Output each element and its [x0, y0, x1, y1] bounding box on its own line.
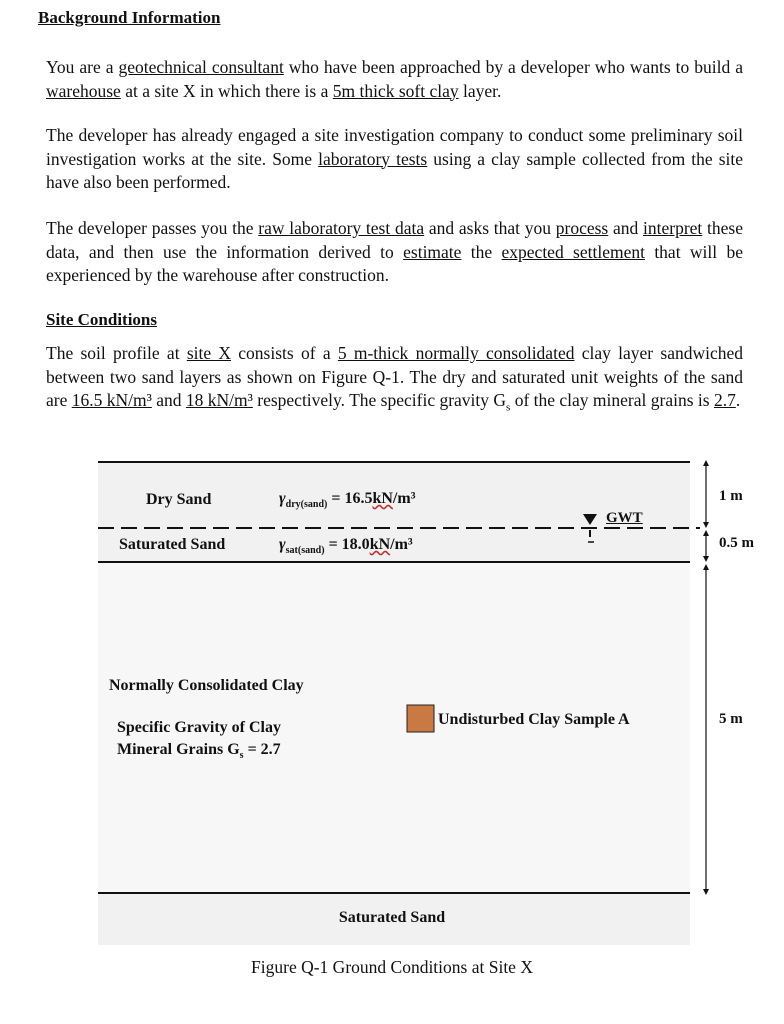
dimension-arrow-top — [703, 460, 709, 528]
paragraph-intro: You are a geotechnical consultant who have been approached by a developer who wants to build a warehouse at a site X in which there is a 5m thick soft clay layer. — [46, 57, 743, 101]
heading-background: Background Information — [38, 8, 221, 27]
label-specific-gravity-line2: Mineral Grains $G_s = 2.7$ — [117, 741, 281, 762]
label-gamma-sat: $\gamma_{sat(sand)} = 18.0kN/m^3$ — [279, 536, 413, 557]
label-saturated-sand-bottom: Saturated Sand — [338, 909, 446, 926]
dimension-label-top: 1 m — [719, 488, 743, 504]
label-clay-sample: Undisturbed Clay Sample A — [438, 711, 630, 728]
dimension-arrow-mid — [703, 530, 709, 562]
label-gwt: GWT — [606, 510, 643, 526]
label-clay-layer: Normally Consolidated Clay — [109, 677, 304, 694]
paragraph-site: The soil profile at site X consists of a 5 m-thick normally consolidated clay layer sandwiched between two sand layers as shown on Figure Q-1. The dry and saturated unit weights of the sand are 16.5 kN/m³ and 18 kN/m³ respectively. The specific gravity $G_s$ of the clay mineral grains is 2.7. — [46, 343, 743, 414]
label-dry-sand: Dry Sand — [146, 491, 212, 508]
label-specific-gravity-line1: Specific Gravity of Clay — [117, 719, 281, 736]
paragraph-task: The developer passes you the raw laboratory test data and asks that you process and interpret these data, and then use the information derived to estimate the expected settlement that will be experienced by the warehouse after construction. — [46, 218, 743, 285]
label-saturated-sand-top: Saturated Sand — [119, 536, 226, 553]
paragraph-investigation: The developer has already engaged a site investigation company to conduct some preliminary soil investigation works at the site. Some laboratory tests using a clay sample collected from the site have also been performed. — [46, 125, 743, 192]
figure-caption: Figure Q-1 Ground Conditions at Site X — [251, 957, 533, 977]
heading-site-conditions: Site Conditions — [46, 310, 157, 329]
clay-sample-box — [407, 705, 434, 732]
dimension-label-mid: 0.5 m — [719, 535, 754, 551]
dimension-arrow-clay — [703, 564, 709, 895]
dimension-label-clay: 5 m — [719, 711, 743, 727]
label-gamma-dry: $\gamma_{dry(sand)} = 16.5kN/m^3$ — [279, 490, 416, 511]
